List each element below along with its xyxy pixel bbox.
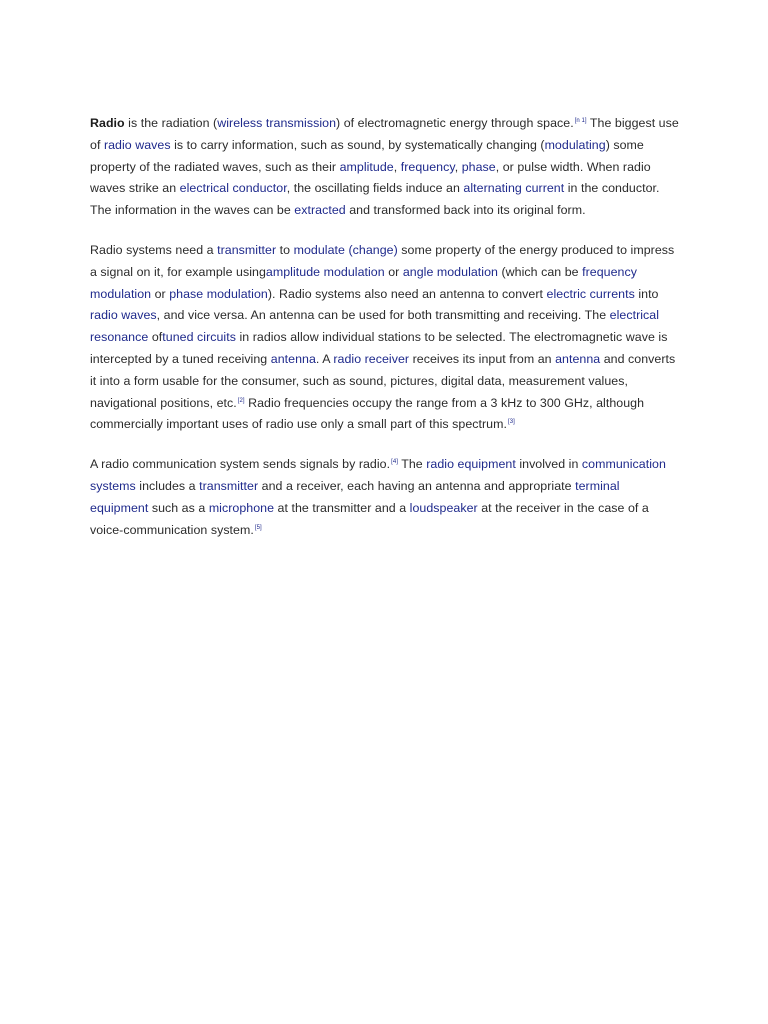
link-frequency-modulation[interactable]: frequency modulation [90, 264, 637, 301]
link-phase-modulation[interactable]: phase modulation [169, 286, 268, 301]
citation-ref[interactable]: [3] [507, 419, 515, 426]
text-run: Radio systems need a [90, 242, 218, 257]
link-antenna[interactable]: antenna [270, 351, 316, 366]
text-run: and converts it into a form usable for the consumer, such as sound, pictures, digital data, measurement values, navigational positions, etc. [90, 351, 676, 410]
link-radio-waves[interactable]: radio waves [90, 308, 157, 323]
text-run: or [384, 264, 403, 279]
link-alternating-current[interactable]: alternating current [463, 181, 565, 196]
text-run: The biggest use of [90, 116, 679, 152]
text-run: ) of electromagnetic energy through space. [336, 116, 574, 130]
text-run: , and vice versa. An antenna can be used for both transmitting and receiving. The [156, 308, 610, 323]
text-run: , or pulse width. When radio waves strike an [90, 159, 651, 196]
text-run: or [151, 286, 170, 301]
link-microphone[interactable]: microphone [208, 500, 275, 515]
link-angle-modulation[interactable]: angle modulation [402, 264, 498, 279]
text-run: ). Radio systems also need an antenna to convert [267, 286, 547, 301]
paragraph-communication-system [90, 454, 680, 541]
text-run: and a receiver, each having an antenna and appropriate [258, 478, 576, 493]
link-antenna[interactable]: antenna [555, 351, 601, 366]
text-run: A radio communication system sends signals by radio. [90, 457, 391, 472]
link-extracted[interactable]: extracted [294, 203, 346, 218]
text-run: is the radiation ( [124, 116, 218, 130]
text-run: at the receiver in the case of a voice-communication system. [90, 500, 649, 537]
citation-ref[interactable]: [5] [254, 524, 262, 531]
link-transmitter[interactable]: transmitter [217, 242, 277, 257]
text-run: Radio frequencies occupy the range from a 3 kHz to 300 GHz, although commercially important uses of radio use only a small part of this spectrum. [90, 395, 645, 432]
text-run: , [454, 159, 462, 174]
text-run: in radios allow individual stations to be selected. The electromagnetic wave is intercepted by a tuned receiving [90, 330, 668, 366]
citation-ref[interactable]: [2] [237, 397, 245, 404]
text-run: The [397, 457, 427, 472]
citation-ref[interactable]: [4] [391, 459, 398, 466]
text-run: of [148, 330, 163, 345]
text-run: in the conductor. The information in the waves can be [90, 181, 660, 218]
text-run: , [393, 159, 401, 174]
text-run: such as a [148, 500, 209, 515]
link-wireless-transmission[interactable]: wireless transmission [217, 116, 337, 130]
link-electrical-resonance[interactable]: electrical resonance [90, 308, 660, 345]
paragraph-radio-systems [90, 240, 680, 436]
text-run: to [276, 242, 294, 257]
link-transmitter[interactable]: transmitter [199, 478, 259, 493]
link-phase[interactable]: phase [461, 159, 496, 174]
text-run: receives its input from an [409, 351, 556, 366]
link-amplitude-modulation[interactable]: amplitude modulation [265, 264, 385, 279]
text-run: ) some property of the radiated waves, such as their [90, 137, 644, 174]
link-electric-currents[interactable]: electric currents [546, 286, 635, 301]
link-radio-waves[interactable]: radio waves [103, 137, 171, 152]
link-radio-equipment[interactable]: radio equipment [426, 457, 516, 472]
link-tuned-circuits[interactable]: tuned circuits [162, 330, 236, 345]
article-body [90, 113, 680, 559]
text-run: involved in [515, 457, 582, 472]
link-terminal-equipment[interactable]: terminal equipment [90, 478, 620, 515]
link-loudspeaker[interactable]: loudspeaker [409, 500, 478, 515]
link-frequency[interactable]: frequency [400, 159, 455, 174]
text-run: is to carry information, such as sound, by systematically changing ( [170, 137, 545, 152]
link-amplitude[interactable]: amplitude [339, 159, 394, 174]
text-run: and transformed back into its original form. [345, 203, 586, 218]
link-electrical-conductor[interactable]: electrical conductor [179, 181, 287, 196]
text-run: (which can be [498, 264, 583, 279]
text-run: into [634, 286, 659, 301]
link-modulating[interactable]: modulating [544, 137, 606, 152]
article-term: Radio [90, 116, 125, 130]
link-radio-receiver[interactable]: radio receiver [333, 351, 410, 366]
text-run: includes a [135, 478, 200, 493]
link-communication-systems[interactable]: communication systems [90, 457, 666, 493]
paragraph-intro [90, 113, 680, 222]
citation-ref[interactable]: [n 1] [574, 118, 587, 124]
text-run: at the transmitter and a [274, 500, 410, 515]
text-run: , the oscillating fields induce an [286, 181, 464, 196]
text-run: . A [315, 351, 334, 366]
text-run: some property of the energy produced to impress a signal on it, for example using [90, 242, 675, 279]
link-modulate-change[interactable]: modulate (change) [293, 242, 398, 257]
